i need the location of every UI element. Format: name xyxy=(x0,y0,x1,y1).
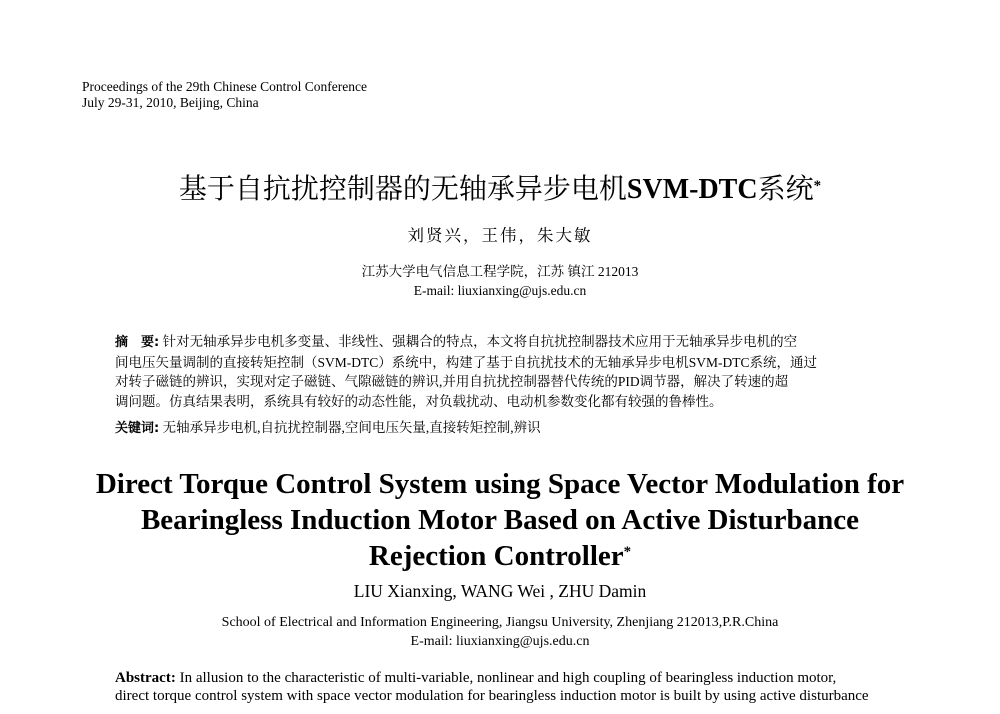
english-title-footnote-mark: * xyxy=(623,544,632,560)
english-title-line: Bearingless Induction Motor Based on Active Disturbance xyxy=(140,504,860,536)
chinese-keywords-text: 无轴承异步电机,自抗扰控制器,空间电压矢量,直接转矩控制,辨识 xyxy=(159,420,541,435)
chinese-title-latin: SVM-DTC xyxy=(626,174,758,205)
english-abstract-label: Abstract: xyxy=(115,670,176,686)
chinese-abstract-line: 间电压矢量调制的直接转矩控制（SVM-DTC）系统中，构建了基于自抗扰技术的无轴承异步电机SVM-DTC系统，通过 xyxy=(115,354,818,370)
chinese-keywords xyxy=(115,418,890,438)
english-affiliation-block xyxy=(0,613,1000,651)
english-abstract xyxy=(115,669,890,705)
chinese-title-main: 基于自抗扰控制器的无轴承异步电机 xyxy=(178,174,627,205)
proceedings-header xyxy=(82,79,367,111)
chinese-email: E-mail: liuxianxing@ujs.edu.cn xyxy=(413,283,587,298)
chinese-title-tail: 系统 xyxy=(757,174,814,205)
chinese-abstract-label: 摘 要: xyxy=(115,335,160,350)
english-abstract-line: direct torque control system with space vector modulation for bearingless induction motor is built by using active disturbance xyxy=(115,688,869,704)
english-email: E-mail: liuxianxing@ujs.edu.cn xyxy=(410,634,590,649)
english-abstract-line: In allusion to the characteristic of multi-variable, nonlinear and high coupling of bearingless induction motor, xyxy=(175,670,837,686)
chinese-keywords-label: 关键词: xyxy=(115,421,160,436)
chinese-abstract xyxy=(115,332,890,411)
proceedings-name: Proceedings of the 29th Chinese Control Conference xyxy=(82,79,367,94)
chinese-affiliation: 江苏大学电气信息工程学院，江苏 镇江 212013 xyxy=(361,264,639,279)
proceedings-date-location: July 29-31, 2010, Beijing, China xyxy=(82,95,259,110)
chinese-abstract-line: 针对无轴承异步电机多变量、非线性、强耦合的特点，本文将自抗扰控制器技术应用于无轴承异步电机的空 xyxy=(159,334,798,349)
chinese-abstract-line: 对转子磁链的辨识，实现对定子磁链、气隙磁链的辨识,并用自抗扰控制器替代传统的PID调节器，解决了转速的超 xyxy=(115,374,789,389)
chinese-title-footnote-mark: * xyxy=(813,178,822,194)
english-title-line: Direct Torque Control System using Space Vector Modulation for xyxy=(95,468,905,500)
english-title-line: Rejection Controller xyxy=(368,540,624,572)
chinese-abstract-line: 调问题。仿真结果表明，系统具有较好的动态性能，对负载扰动、电动机参数变化都有较强的鲁棒性。 xyxy=(115,393,723,409)
chinese-title xyxy=(0,172,1000,208)
english-title xyxy=(60,466,940,574)
english-affiliation: School of Electrical and Information Engineering, Jiangsu University, Zhenjiang 212013,P.R.China xyxy=(221,615,779,630)
chinese-affiliation-block xyxy=(0,262,1000,300)
english-authors: LIU Xianxing, WANG Wei , ZHU Damin xyxy=(353,581,647,601)
chinese-authors: 刘贤兴，王伟，朱大敏 xyxy=(407,226,593,245)
